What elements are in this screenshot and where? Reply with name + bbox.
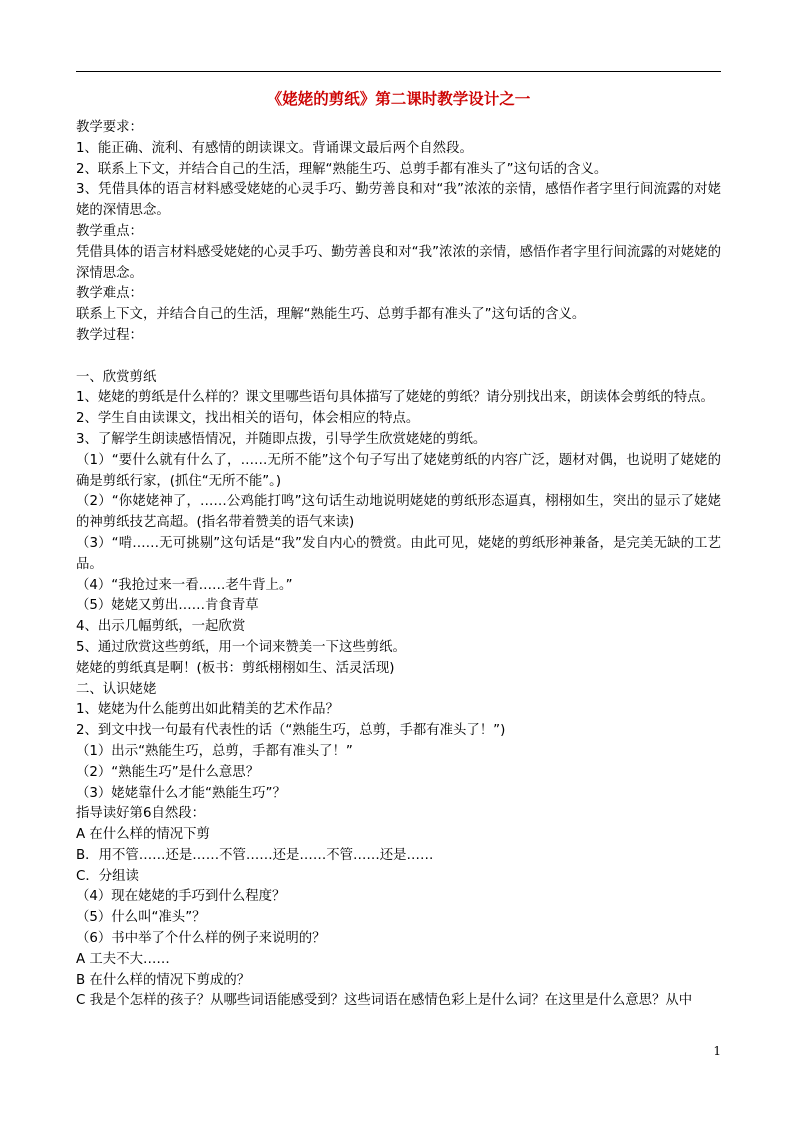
example-item: C 我是个怎样的孩子？从哪些词语能感受到？这些词语在感情色彩上是什么词？在这里是什么意思？从中 bbox=[76, 993, 693, 1009]
process-sub-step: （5）什么叫“准头”？ bbox=[76, 910, 206, 926]
reading-guidance-item: A 在什么样的情况下剪 bbox=[76, 827, 210, 843]
process-step: 1、姥姥为什么能剪出如此精美的艺术作品？ bbox=[76, 702, 339, 718]
document-body bbox=[76, 118, 721, 1012]
process-sub-step: （1）出示“熟能生巧，总剪，手都有准头了！” bbox=[76, 743, 353, 759]
requirement-item: 1、能正确、流利、有感情的朗读课文。背诵课文最后两个自然段。 bbox=[76, 140, 473, 156]
process-step: 2、到文中找一句最有代表性的话（“熟能生巧，总剪，手都有准头了！”) bbox=[76, 723, 506, 739]
section-heading-process: 教学过程： bbox=[76, 327, 143, 343]
process-sub-step: （2）“你姥姥神了，……公鸡能打鸣”这句话生动地说明姥姥的剪纸形态逼真，栩栩如生，突出的显示了姥姥的神剪纸技艺高超。(指名带着赞美的语气来读) bbox=[76, 494, 721, 531]
part-heading-know-grandma: 二、认识姥姥 bbox=[76, 681, 157, 697]
reading-guidance-item: B．用不管……还是……不管……还是……不管……还是…… bbox=[76, 847, 434, 863]
requirement-item: 3、凭借具体的语言材料感受姥姥的心灵手巧、勤劳善良和对“我”浓浓的亲情，感悟作者字里行间流露的对姥姥的深情思念。 bbox=[76, 182, 721, 219]
process-sub-step: （3）姥姥靠什么才能“熟能生巧”？ bbox=[76, 785, 286, 801]
blank-line bbox=[76, 347, 721, 368]
process-step: 4、出示几幅剪纸，一起欣赏 bbox=[76, 619, 246, 635]
example-item: B 在什么样的情况下剪成的？ bbox=[76, 972, 251, 988]
section-heading-key-points: 教学重点： bbox=[76, 223, 143, 239]
process-step: 3、了解学生朗读感悟情况，并随即点拨，引导学生欣赏姥姥的剪纸。 bbox=[76, 431, 487, 447]
key-points-text: 凭借具体的语言材料感受姥姥的心灵手巧、勤劳善良和对“我”浓浓的亲情，感悟作者字里行间流露的对姥姥的深情思念。 bbox=[76, 244, 721, 281]
blackboard-note: 姥姥的剪纸真是啊！(板书：剪纸栩栩如生、活灵活现) bbox=[76, 660, 395, 676]
requirement-item: 2、联系上下文，并结合自己的生活，理解“熟能生巧、总剪手都有准头了”这句话的含义。 bbox=[76, 161, 608, 177]
difficulties-text: 联系上下文，并结合自己的生活，理解“熟能生巧、总剪手都有准头了”这句话的含义。 bbox=[76, 307, 586, 323]
reading-guidance: 指导读好第6自然段： bbox=[76, 806, 206, 822]
process-sub-step: （4）“我抢过来一看……老牛背上。” bbox=[76, 577, 293, 593]
header-rule bbox=[76, 71, 721, 72]
process-step: 1、姥姥的剪纸是什么样的？课文里哪些语句具体描写了姥姥的剪纸？请分别找出来，朗读体会剪纸的特点。 bbox=[76, 390, 714, 406]
process-sub-step: （5）姥姥又剪出……肯食青草 bbox=[76, 598, 259, 614]
page-number: 1 bbox=[713, 1044, 721, 1058]
process-sub-step: （6）书中举了个什么样的例子来说明的？ bbox=[76, 931, 326, 947]
process-sub-step: （2）“熟能生巧”是什么意思？ bbox=[76, 764, 260, 780]
part-heading-appreciate: 一、欣赏剪纸 bbox=[76, 369, 157, 385]
section-heading-difficulties: 教学难点： bbox=[76, 286, 143, 302]
process-sub-step: （4）现在姥姥的手巧到什么程度？ bbox=[76, 889, 286, 905]
document-title: 《姥姥的剪纸》第二课时教学设计之一 bbox=[266, 89, 531, 108]
process-step: 5、通过欣赏这些剪纸，用一个词来赞美一下这些剪纸。 bbox=[76, 639, 406, 655]
process-sub-step: （3）“啃……无可挑剔”这句话是“我”发自内心的赞赏。由此可见，姥姥的剪纸形神兼备，是完美无缺的工艺品。 bbox=[76, 535, 721, 572]
section-heading-requirements: 教学要求： bbox=[76, 120, 143, 135]
example-item: A 工夫不大…… bbox=[76, 951, 170, 967]
process-step: 2、学生自由读课文，找出相关的语句，体会相应的特点。 bbox=[76, 411, 420, 427]
process-sub-step: （1）“要什么就有什么了，……无所不能”这个句子写出了姥姥剪纸的内容广泛，题材对偶，也说明了姥姥的确是剪纸行家，(抓住“无所不能”。) bbox=[76, 452, 721, 489]
reading-guidance-item: C．分组读 bbox=[76, 868, 139, 884]
